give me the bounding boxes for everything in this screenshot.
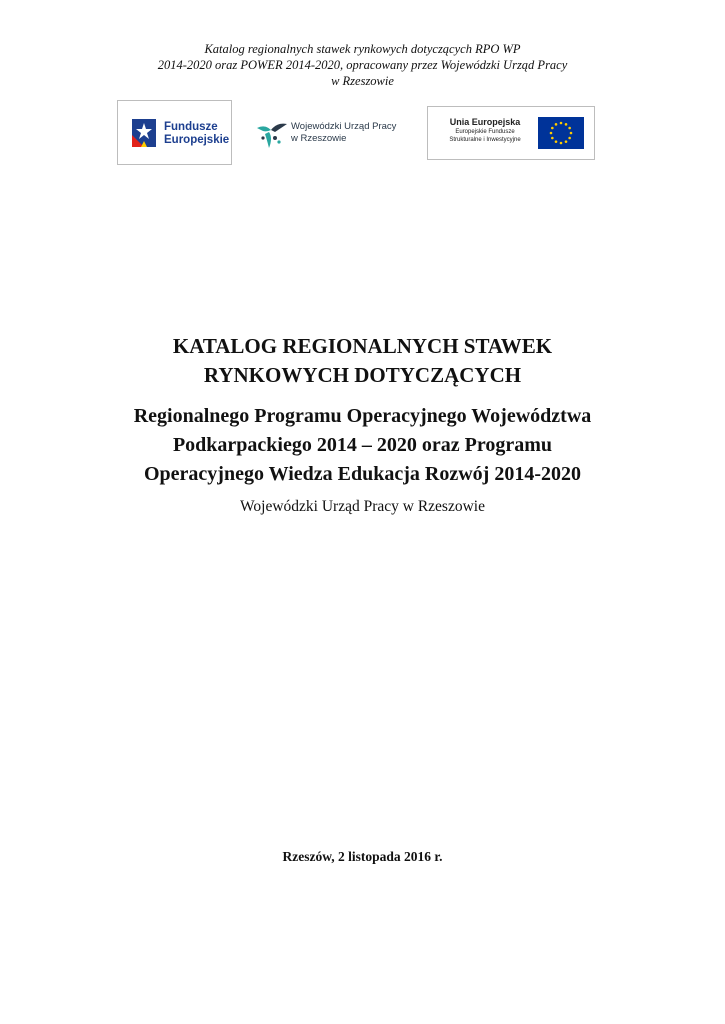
header-line: Katalog regionalnych stawek rynkowych dotyczących RPO WP — [204, 42, 521, 56]
wup-text — [291, 121, 396, 145]
header-line: w Rzeszowie — [331, 74, 394, 88]
header-line: 2014-2020 oraz POWER 2014-2020, opracowany przez Wojewódzki Urząd Pracy — [157, 58, 568, 72]
wup-line1: Wojewódzki Urząd Pracy — [291, 121, 397, 132]
eu-star — [565, 140, 568, 143]
eu-star — [565, 123, 568, 126]
eu-flag-icon — [538, 117, 584, 149]
eu-star — [568, 137, 571, 140]
fundusze-star-icon — [128, 113, 160, 153]
eu-star — [560, 142, 563, 145]
ue-line1: Unia Europejska — [449, 117, 521, 127]
title-line: RYNKOWYCH DOTYCZĄCYCH — [203, 363, 522, 387]
eu-star — [551, 127, 554, 130]
eu-star — [560, 122, 563, 125]
eu-star — [555, 123, 558, 126]
eu-star — [551, 137, 554, 140]
ue-line3: Strukturalne i Inwestycyjne — [449, 137, 521, 143]
unia-europejska-logo — [427, 106, 595, 160]
subtitle-line: Podkarpackiego 2014 – 2020 oraz Programu — [172, 434, 553, 456]
document-title — [0, 332, 725, 390]
wup-line2: w Rzeszowie — [291, 133, 347, 144]
eu-star — [550, 132, 553, 135]
ue-text — [434, 116, 536, 144]
ue-line2: Europejskie Fundusze — [455, 129, 515, 135]
organization-name: Wojewódzki Urząd Pracy w Rzeszowie — [240, 498, 485, 515]
fundusze-line2: Europejskie — [164, 134, 230, 146]
wup-logo — [255, 116, 415, 152]
title-line: KATALOG REGIONALNYCH STAWEK — [172, 334, 553, 358]
running-header — [0, 41, 725, 89]
document-subtitle — [0, 402, 725, 489]
wup-bird-icon — [255, 116, 289, 152]
eu-star — [570, 132, 573, 135]
subtitle-line: Operacyjnego Wiedza Edukacja Rozwój 2014-2020 — [143, 463, 581, 485]
eu-star — [555, 140, 558, 143]
eu-star — [568, 127, 571, 130]
fundusze-europejskie-logo — [117, 100, 232, 165]
subtitle-line: Regionalnego Programu Operacyjnego Województwa — [133, 405, 592, 427]
fundusze-text — [164, 121, 229, 147]
place-date: Rzeszów, 2 listopada 2016 r. — [282, 849, 443, 864]
fundusze-line1: Fundusze — [164, 121, 218, 133]
